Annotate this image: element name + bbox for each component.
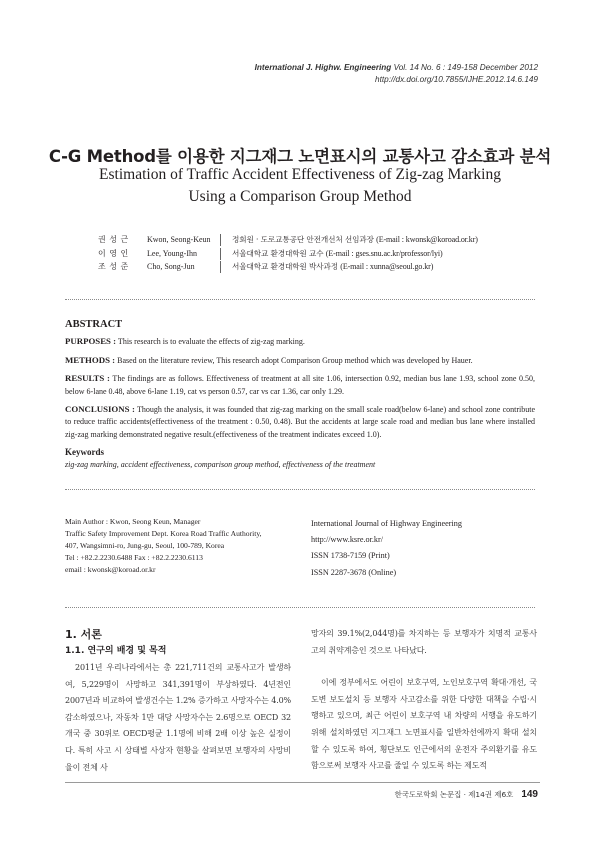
author-affiliation-text: 서울대학교 환경대학원 교수 [232,248,324,258]
issn-print: ISSN 1738-7159 (Print) [311,551,390,561]
author-affiliation [232,247,443,261]
author-affiliation-text: 정회원 · 도로교통공단 안전개선처 선임과장 [232,235,374,244]
journal-issue: Vol. 14 No. 6 : 149-158 December 2012 [393,63,538,72]
journal-full-name: International Journal of Highway Engineering [311,519,462,528]
keywords-list: zig-zag marking, accident effectiveness, comparison group method, effectiveness of the treatment [65,459,376,469]
author-email[interactable]: (E-mail : xunna@seoul.go.kr) [340,262,434,272]
abstract-bottom-divider [65,489,535,490]
author-divider [220,234,221,246]
body-left-column [65,660,291,776]
author-row [0,260,600,274]
abstract-methods [65,354,535,367]
abstract-top-divider [65,299,535,300]
journal-info [311,516,541,581]
body-paragraph: 망자의 39.1%(2,044명)를 차지하는 등 보행자가 치명적 교통사고의 취약계층인 것으로 나타났다. [311,629,537,655]
author-row [0,233,600,247]
author-divider [220,248,221,260]
author-name-korean: 권 성 근 [98,235,129,244]
results-text: The findings are as follows. Effectiveness of treatment at all site 1.06, intersection 0.92, median bus lane 1.93, school zone 0.50, below 6-lane 0.48, above 6-lane 1.19, cat vs person 0.57, car vs car 1.36, car only 1.29. [65,374,535,396]
purposes-label: PURPOSES : [65,336,117,347]
title-english [0,164,600,208]
methods-label: METHODS : [65,354,116,365]
journal-header [255,62,538,86]
author-list [0,233,600,274]
page-number: 149 [521,789,538,800]
main-author-email[interactable]: email : kwonsk@koroad.or.kr [65,565,156,574]
footer-rule [65,782,540,783]
author-row [0,247,600,261]
author-affiliation-text: 서울대학교 환경대학원 박사과정 [232,262,338,272]
main-author-info [65,516,295,576]
author-divider [220,261,221,273]
abstract-conclusions [65,403,535,441]
title-korean: C-G Method를 이용한 지그재그 노면표시의 교통사고 감소효과 분석 [48,147,552,166]
journal-name: International J. Highw. Engineering [254,63,392,72]
author-name-english: Lee, Young-Ihn [147,248,197,258]
abstract-purposes [65,335,535,348]
body-top-divider [65,607,535,608]
main-author-phone: Tel : +82.2.2230.6488 Fax : +82.2.2230.6113 [65,553,203,562]
author-affiliation [232,233,478,247]
methods-text: Based on the literature review, This research adopt Comparison Group method which was developed by Hauer. [115,355,473,365]
conclusions-text: Though the analysis, it was founded that zig-zag marking on the small scale road(below 6-lane) and school zone contribute to reduce traffic accidents(effectiveness of the treatment : 0.50, 0.48). But the accidents at large scale road and median bus lane where installed zig-zag marking demonstrated negative result.(effectiveness of the treatment indicates exceed 1.0). [65,405,536,439]
author-name-korean: 조 성 준 [98,262,129,272]
conclusions-label: CONCLUSIONS : [65,404,135,415]
main-author-dept: Traffic Safety Improvement Dept. Korea Road Traffic Authority, [65,529,262,538]
section-heading-introduction: 1. 서론 [65,628,102,641]
author-email[interactable]: (E-mail : gses.snu.ac.kr/professor/lyi) [325,248,443,258]
results-label: RESULTS : [65,373,110,384]
doi-link[interactable]: http://dx.doi.org/10.7855/IJHE.2012.14.6.149 [375,75,538,84]
footer-journal: 한국도로학회 논문집 · 제14권 제6호 [394,790,514,799]
body-paragraph: 이에 정부에서도 어린이 보호구역, 노인보호구역 확대·개선, 국도변 보도설치 등 보행자 사고감소를 위한 다양한 대책을 수립·시행하고 있으며, 최근 어린이 보호구역 내 차량의 서행을 유도하기 위해 설치하였던 지그재그 노면표시를 일반차선에까지 확대 설치할 수 있도록 하여, 횡단보도 인근에서의 운전자 주의환기를 유도함으로써 보행자 사고를 줄일 수 있도록 하는 제도적 [311,678,537,771]
body-right-column [311,626,537,775]
author-name-english: Kwon, Seong-Keun [147,235,211,244]
main-author-address: 407, Wangsimni-ro, Jung-gu, Seoul, 100-789, Korea [65,541,225,550]
author-affiliation [232,260,433,274]
subsection-heading: 1.1. 연구의 배경 및 목적 [65,646,167,656]
body-paragraph: 2011년 우리나라에서는 총 221,711건의 교통사고가 발생하여, 5,229명이 사망하고 341,391명이 부상하였다. 4년전인 2007년과 비교하여 발생건수는 1.2% 증가하고 사망자수는 4.0% 감소하였으나, 자동차 1만 대당 사망자수는 2.6명으로 OECD 32개국 중 30위로 OECD평균 1.1명에 비해 2배 이상 높은 실정이다. 특히 사고 시 상태별 사상자 현황을 살펴보면 보행자의 사망비율이 전체 사 [65,663,291,772]
keywords-heading: Keywords [65,447,104,458]
title-english-line2: Using a Comparison Group Method [188,188,412,205]
author-name-korean: 이 영 인 [98,248,129,258]
page-footer [395,789,538,800]
author-name-english: Cho, Song-Jun [147,262,195,272]
abstract-section [65,319,535,476]
purposes-text: This research is to evaluate the effects of zig-zag marking. [116,337,305,347]
journal-citation [255,62,538,74]
abstract-heading: ABSTRACT [65,319,123,330]
issn-online: ISSN 2287-3678 (Online) [311,567,397,577]
main-author-line: Main Author : Kwon, Seong Keun, Manager [65,517,201,526]
journal-url[interactable]: http://www.ksre.or.kr/ [311,535,384,545]
title-english-line1: Estimation of Traffic Accident Effectiveness of Zig-zag Marking [99,166,501,183]
author-email[interactable]: (E-mail : kwonsk@koroad.or.kr) [376,235,478,244]
abstract-results [65,372,535,398]
